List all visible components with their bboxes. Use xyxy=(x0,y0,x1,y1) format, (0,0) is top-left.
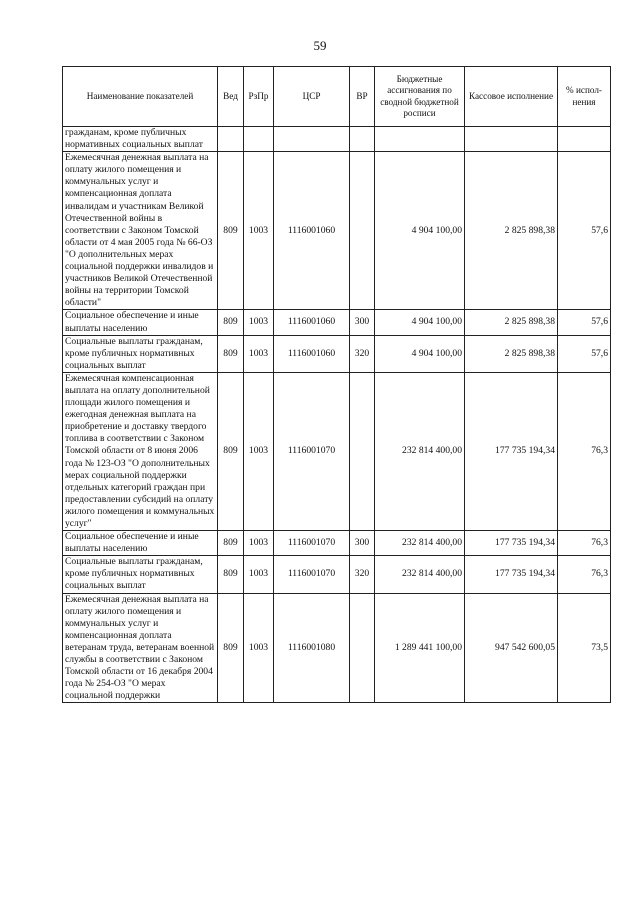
row-cash-execution xyxy=(465,127,558,152)
row-vr: 320 xyxy=(350,335,375,372)
row-ved xyxy=(218,127,244,152)
row-indicator-name: Ежемесячная компенсационная выплата на оплату дополнительной площади жилого помещения и ежегодная денежная выплата на приобретение и доставку твердого топлива в соответствии с Законом Томской области от 8 июня 2006 года № 123-ОЗ "О дополнительных мерах социальной поддержки отдельных категорий граждан при предоставлении субсидий на оплату жилого помещения и коммунальных услуг" xyxy=(63,372,218,530)
row-rzpr: 1003 xyxy=(244,556,274,593)
table-header-row xyxy=(63,67,611,127)
row-execution-percent: 57,6 xyxy=(558,152,611,310)
row-vr xyxy=(350,127,375,152)
row-rzpr: 1003 xyxy=(244,152,274,310)
header-execution-percent: % испол-нения xyxy=(558,67,611,127)
row-indicator-name: Социальное обеспечение и иные выплаты населению xyxy=(63,310,218,335)
row-cash-execution: 2 825 898,38 xyxy=(465,310,558,335)
row-cash-execution: 2 825 898,38 xyxy=(465,152,558,310)
row-budget-assignments: 4 904 100,00 xyxy=(375,335,465,372)
table-row xyxy=(63,531,611,556)
row-vr xyxy=(350,593,375,703)
row-rzpr xyxy=(244,127,274,152)
row-budget-assignments: 232 814 400,00 xyxy=(375,372,465,530)
row-budget-assignments: 232 814 400,00 xyxy=(375,556,465,593)
row-budget-assignments xyxy=(375,127,465,152)
header-ved: Вед xyxy=(218,67,244,127)
header-vr: ВР xyxy=(350,67,375,127)
row-budget-assignments: 4 904 100,00 xyxy=(375,152,465,310)
row-csr: 1116001080 xyxy=(274,593,350,703)
row-csr: 1116001060 xyxy=(274,310,350,335)
row-ved: 809 xyxy=(218,531,244,556)
row-csr: 1116001060 xyxy=(274,335,350,372)
row-csr xyxy=(274,127,350,152)
row-budget-assignments: 232 814 400,00 xyxy=(375,531,465,556)
row-rzpr: 1003 xyxy=(244,372,274,530)
row-execution-percent: 76,3 xyxy=(558,531,611,556)
row-csr: 1116001060 xyxy=(274,152,350,310)
table-row xyxy=(63,335,611,372)
row-vr: 320 xyxy=(350,556,375,593)
row-indicator-name: Социальные выплаты гражданам, кроме публичных нормативных социальных выплат xyxy=(63,335,218,372)
row-execution-percent: 73,5 xyxy=(558,593,611,703)
row-ved: 809 xyxy=(218,152,244,310)
header-indicator-name: Наименование показателей xyxy=(63,67,218,127)
row-indicator-name: Социальные выплаты гражданам, кроме публичных нормативных социальных выплат xyxy=(63,556,218,593)
row-execution-percent: 57,6 xyxy=(558,310,611,335)
row-cash-execution: 177 735 194,34 xyxy=(465,556,558,593)
row-vr xyxy=(350,372,375,530)
row-execution-percent: 57,6 xyxy=(558,335,611,372)
table-row xyxy=(63,556,611,593)
row-ved: 809 xyxy=(218,593,244,703)
row-budget-assignments: 4 904 100,00 xyxy=(375,310,465,335)
table-row xyxy=(63,127,611,152)
row-rzpr: 1003 xyxy=(244,310,274,335)
table-row xyxy=(63,593,611,703)
row-ved: 809 xyxy=(218,310,244,335)
header-rzpr: РзПр xyxy=(244,67,274,127)
row-cash-execution: 947 542 600,05 xyxy=(465,593,558,703)
row-rzpr: 1003 xyxy=(244,593,274,703)
row-rzpr: 1003 xyxy=(244,531,274,556)
row-cash-execution: 177 735 194,34 xyxy=(465,372,558,530)
row-vr: 300 xyxy=(350,531,375,556)
budget-execution-table xyxy=(62,66,611,703)
row-ved: 809 xyxy=(218,335,244,372)
header-budget-assignments: Бюджетные ассигнования по сводной бюджетной росписи xyxy=(375,67,465,127)
row-indicator-name: Ежемесячная денежная выплата на оплату жилого помещения и коммунальных услуг и компенсационная доплата ветеранам труда, ветеранам военной службы в соответствии с Законом Томской области от 16 декабря 2004 года № 254-ОЗ "О мерах социальной поддержки xyxy=(63,593,218,703)
row-vr: 300 xyxy=(350,310,375,335)
row-indicator-name: Ежемесячная денежная выплата на оплату жилого помещения и коммунальных услуг и компенсационная доплата инвалидам и участникам Великой Отечественной войны в соответствии с Законом Томской области от 4 мая 2005 года № 66-ОЗ "О дополнительных мерах социальной поддержки инвалидов и участников Великой Отечественной войны на территории Томской области" xyxy=(63,152,218,310)
row-ved: 809 xyxy=(218,556,244,593)
table-row xyxy=(63,152,611,310)
table-row xyxy=(63,310,611,335)
row-execution-percent: 76,3 xyxy=(558,556,611,593)
header-csr: ЦСР xyxy=(274,67,350,127)
row-cash-execution: 2 825 898,38 xyxy=(465,335,558,372)
row-rzpr: 1003 xyxy=(244,335,274,372)
page-number: 59 xyxy=(313,38,327,53)
row-budget-assignments: 1 289 441 100,00 xyxy=(375,593,465,703)
row-csr: 1116001070 xyxy=(274,372,350,530)
row-indicator-name: Социальное обеспечение и иные выплаты населению xyxy=(63,531,218,556)
row-vr xyxy=(350,152,375,310)
row-execution-percent: 76,3 xyxy=(558,372,611,530)
row-csr: 1116001070 xyxy=(274,531,350,556)
row-execution-percent xyxy=(558,127,611,152)
row-csr: 1116001070 xyxy=(274,556,350,593)
row-cash-execution: 177 735 194,34 xyxy=(465,531,558,556)
header-cash-execution: Кассовое исполнение xyxy=(465,67,558,127)
table-row xyxy=(63,372,611,530)
row-indicator-name: гражданам, кроме публичных нормативных социальных выплат xyxy=(63,127,218,152)
row-ved: 809 xyxy=(218,372,244,530)
